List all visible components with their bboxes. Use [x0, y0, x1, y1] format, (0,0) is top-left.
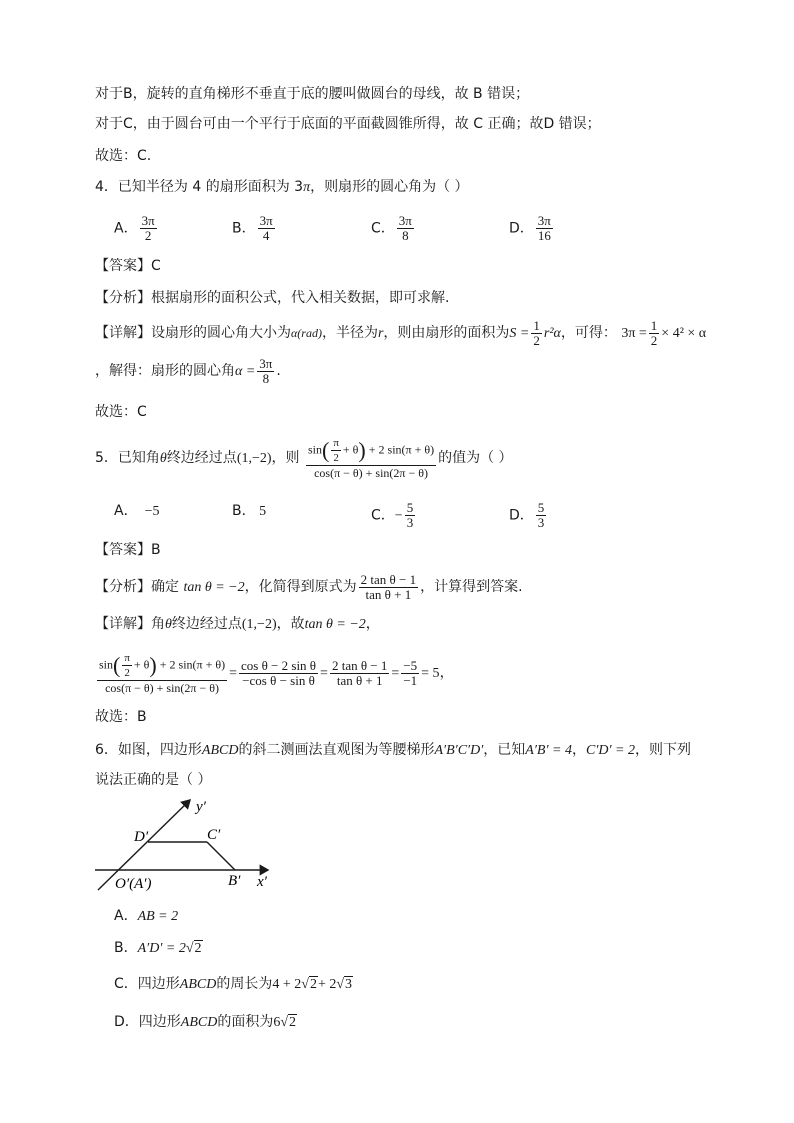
- b-prime-label: B′: [228, 873, 241, 889]
- q5-answer: 【答案】B: [95, 542, 161, 558]
- d-prime-label: D′: [134, 829, 149, 845]
- x-prime-label: x′: [257, 874, 267, 890]
- choice-3: 故选：C.: [95, 148, 152, 164]
- q5-option-d: D． $\frac{5}{3}$: [509, 500, 545, 530]
- q6-stem-2: 说法正确的是（ ）: [95, 772, 212, 788]
- q4-option-c: C． $\frac{3\pi}{8}$: [371, 213, 412, 243]
- q6-stem: 6．如图，四边形ABCD的斜二测画法直观图为等腰梯形A′B′C′D′，已知A′B′ = 4，C′D′ = 2，则下列: [95, 742, 692, 758]
- origin-label: O′(A′): [115, 876, 152, 892]
- q4-detail-2: ，解得：扇形的圆心角α = $\frac{3\pi}{8}$ .: [95, 355, 281, 386]
- q4-option-b: B． $\frac{3\pi}{4}$: [232, 213, 273, 243]
- q5-choice: 故选：B: [95, 709, 147, 725]
- q4-choice: 故选：C: [95, 404, 147, 420]
- q4-stem: 4．已知半径为 4 的扇形面积为 3π，则扇形的圆心角为（ ）: [95, 179, 469, 195]
- q5-option-a: A． −5: [114, 503, 160, 519]
- q5-analysis: 【分析】确定 tan θ = −2，化简得到原式为 $\frac{\text{2 tan θ − 1}}{\text{tan θ + 1}}$ ，计算得到答案.: [95, 571, 523, 602]
- y-prime-label: y′: [196, 799, 206, 815]
- c-prime-label: C′: [207, 827, 221, 843]
- trapezoid-right-leg: [207, 842, 235, 870]
- q4-option-a: A． $\frac{3\pi}{2}$: [114, 213, 155, 243]
- q4-answer: 【答案】C: [95, 258, 161, 274]
- q6-option-b: B．A′D′ = 2√2: [114, 940, 202, 956]
- q4-analysis: 【分析】根据扇形的面积公式，代入相关数据，即可求解.: [95, 290, 450, 306]
- statement-b: 对于B，旋转的直角梯形不垂直于底的腰叫做圆台的母线，故 B 错误；: [95, 86, 530, 102]
- q5-option-c: C．− $\frac{5}{3}$: [371, 500, 414, 530]
- q4-option-d: D． $\frac{3\pi}{16}$: [509, 213, 551, 243]
- oblique-drawing-figure: [90, 795, 290, 895]
- statement-c: 对于C，由于圆台可由一个平行于底面的平面截圆锥所得，故 C 正确；故D 错误；: [95, 116, 601, 132]
- q6-option-a: A．AB = 2: [114, 908, 179, 924]
- q5-derivation: sin( $\frac{\pi}{2}$ + θ) + 2 sin(π + θ) cos(π − θ) + sin(2π − θ) = $\frac{\text{cos θ − 2 sin θ}}{\text{−cos θ − sin θ}}$ = $\frac{\text{2 tan θ − 1}}{\text{tan θ + 1}}$ = $\frac{-5}{-1}$ = 5，: [99, 652, 454, 695]
- q6-option-c: C．四边形ABCD的周长为4 + 2√2+ 2√3: [114, 976, 353, 992]
- q5-option-b: B． 5: [232, 503, 267, 519]
- q5-detail: 【详解】角θ终边经过点(1,−2)，故tan θ = −2，: [95, 616, 380, 632]
- q4-detail: 【详解】设扇形的圆心角大小为α(rad)，半径为r，则由扇形的面积为S = $\frac{1}{2}$ r²α，可得： 3π = $\frac{1}{2}$ × 4² × α: [95, 317, 707, 348]
- q5-stem: 5．已知角θ终边经过点(1,−2)，则 sin( $\frac{\pi}{2}$ + θ) + 2 sin(π + θ) cos(π − θ) + sin(2π − θ) 的值为（ ）: [95, 437, 513, 480]
- q6-option-d: D．四边形ABCD的面积为6√2: [114, 1014, 297, 1030]
